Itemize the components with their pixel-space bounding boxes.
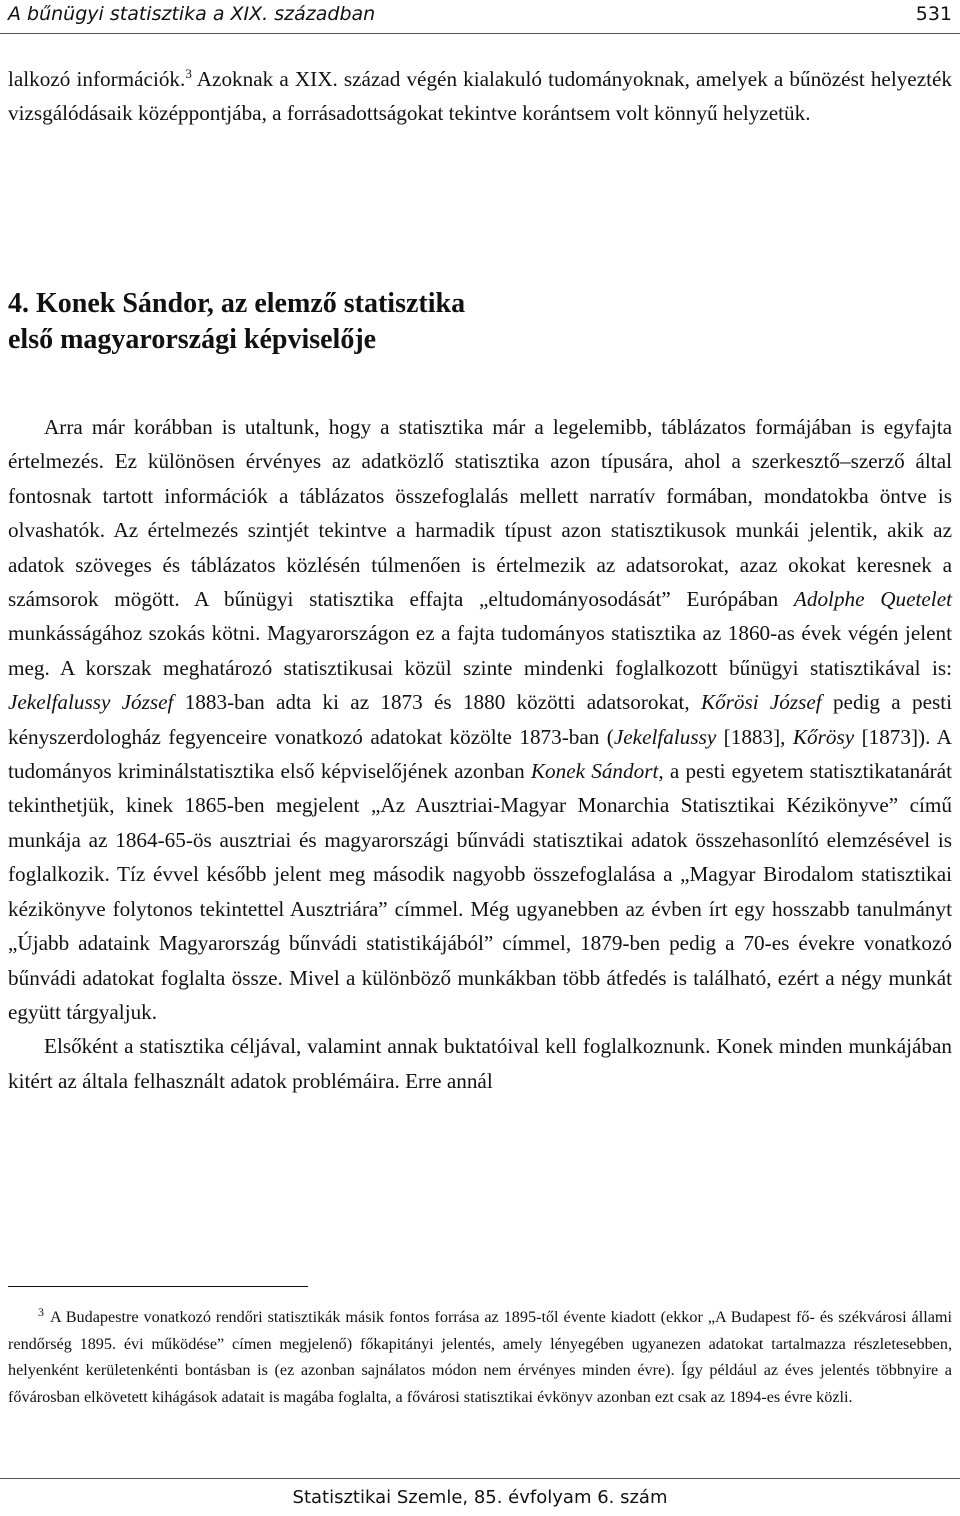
- running-title: A bűnügyi statisztika a XIX. században: [8, 3, 376, 25]
- continuation-text-start: lalkozó információk.: [8, 67, 186, 91]
- paragraph-2: Elsőként a statisztika céljával, valamint annak buktatóival kell foglalkoznunk. Konek minden munkájában kitért az általa felhasznált adatok problémáira. Erre annál: [8, 1034, 952, 1093]
- italic-name: Jekelfalussy József: [8, 690, 174, 715]
- footnote: [8, 1304, 952, 1410]
- journal-footer: Statisztikai Szemle, 85. évfolyam 6. szám: [292, 1487, 668, 1508]
- italic-name: Konek Sándort: [530, 759, 659, 784]
- italic-name: Kőrösy: [792, 724, 855, 749]
- section-heading-line1: 4. Konek Sándor, az elemző statisztika: [8, 288, 466, 319]
- footnote-divider: [8, 1286, 308, 1287]
- text-run: munkásságához szokás kötni. Magyarországon ez a fajta tudományos statisztika az 1860-as évek végén jelent meg. A korszak meghatározó statisztikusai közül szinte mindenki foglalkozott bűnügyi statisztikával is:: [8, 621, 952, 680]
- continuation-paragraph: [8, 62, 952, 131]
- text-run: 1883-ban adta ki az 1873 és 1880 közötti adatsorokat,: [173, 690, 701, 715]
- section-heading: [8, 286, 808, 358]
- text-run: pedig a pesti kényszerdologház fegyenceire vonatkozó adatokat közölte 1873-ban (: [8, 690, 952, 749]
- footnote-number: 3: [38, 1304, 44, 1319]
- footer-divider: [0, 1478, 960, 1479]
- header-divider: [0, 33, 960, 34]
- text-run: [1883],: [716, 724, 793, 749]
- italic-name: Kőrösi József: [700, 690, 822, 715]
- page-number: 531: [915, 3, 952, 25]
- footnote-reference[interactable]: 3: [185, 65, 192, 81]
- text-run: , a pesti egyetem statisztikatanárát tekinthetjük, kinek 1865-ben megjelent „Az Ausztriai-Magyar Monarchia Statisztikai Kézikönyve” című munkája az 1864-65-ös ausztriai és magyarországi bűnvádi statisztikai adatok összehasonlító elemzésével is foglalkozik. Tíz évvel később jelent meg második nagyobb összefoglalása a „Magyar Birodalom statisztikai kézikönyve folytonos tekintettel Ausztriára” címmel. Még ugyanebben az évben írt egy hosszabb tanulmányt „Újabb adataink Magyarország bűnvádi statistikájából” címmel, 1879-ben pedig a 70-es évekre vonatkozó bűnvádi adatokat foglalta össze. Mivel a különböző munkákban több átfedés is található, ezért a négy munkát együtt tárgyaljuk.: [8, 759, 952, 1024]
- running-header: [8, 0, 952, 28]
- paragraph-1: [8, 410, 952, 1029]
- italic-name: Jekelfalussy: [613, 724, 717, 749]
- main-text: [8, 410, 952, 1098]
- text-run: [1873]). A tudományos kriminálstatisztika első képviselőjének azonban: [8, 724, 952, 784]
- continuation-text-end: Azoknak a XIX. század végén kialakuló tudományoknak, amelyek a bűnözést helyezték vizsgálódásaik középpontjába, a forrásadottságokat tekintve korántsem volt könnyű helyzetük.: [8, 67, 952, 126]
- footnote-text: A Budapestre vonatkozó rendőri statisztikák másik fontos forrása az 1895-től évente kiadott (ekkor „A Budapest fő- és székvárosi állami rendőrség 1895. évi működése” címen megjelenő) főkapitányi jelentés, amely lényegében ugyanezen adatokat tartalmazza részletesebben, helyenként kerületenkénti bontásban is (ez azonban sajnálatos módon nem érvényes minden évre). Így például az éves jelentés többnyire a fővárosban elkövetett kihágások adatait is magába foglalta, a fővárosi statisztikai évkönyv azonban ezt csak az 1894-es évre közli.: [8, 1308, 952, 1406]
- text-run: Arra már korábban is utaltunk, hogy a statisztika már a legelemibb, táblázatos formájában is egyfajta értelmezés. Ez különösen érvényes az adatközlő statisztika azon típusára, ahol a szerkesztő–szerző által fontosnak tartott információk a táblázatos összefoglalás mellett narratív formában, mondatokba öntve is olvashatók. Az értelmezés szintjét tekintve a harmadik típust azon statisztikusok munkái jelentik, akik az adatok szöveges és táblázatos közlésén túlmenően is értelmezik az adatsorokat, azaz okokat keresnek a számsorok mögött. A bűnügyi statisztika effajta „eltudományosodását” Európában: [8, 415, 952, 612]
- section-heading-line2: első magyarországi képviselője: [8, 324, 377, 355]
- italic-name: Adolphe Quetelet: [793, 587, 952, 612]
